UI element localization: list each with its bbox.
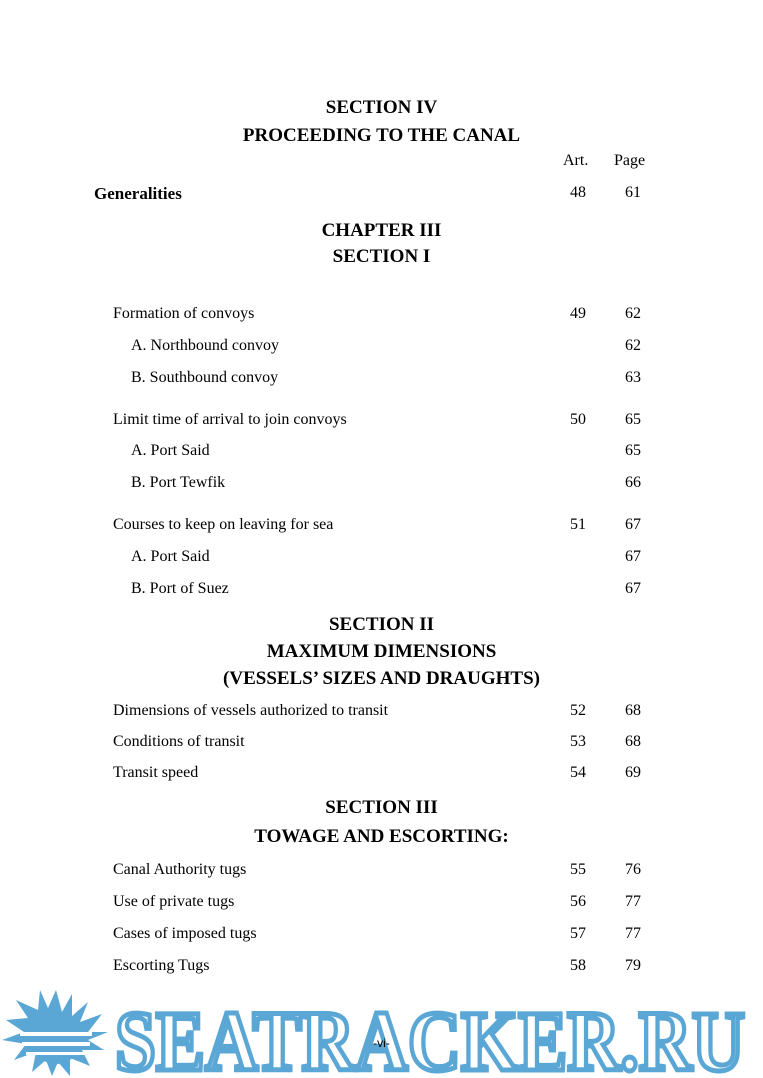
toc-art: 56 xyxy=(570,893,586,910)
toc-page: 79 xyxy=(625,957,641,974)
seatracker-watermark xyxy=(0,988,763,1078)
toc-label: Dimensions of vessels authorized to transit xyxy=(113,702,389,719)
toc-label: Conditions of transit xyxy=(113,733,245,750)
toc-page: 62 xyxy=(625,305,641,322)
toc-art: 48 xyxy=(570,184,586,201)
toc-art: 49 xyxy=(570,305,586,322)
toc-page: 62 xyxy=(625,337,641,354)
watermark-text: SEATRACKER.RU xyxy=(115,993,745,1078)
toc-art: 57 xyxy=(570,925,586,942)
toc-art: 55 xyxy=(570,861,586,878)
toc-label: B. Southbound convoy xyxy=(131,369,279,386)
toc-label: A. Northbound convoy xyxy=(131,337,279,354)
toc-page: 65 xyxy=(625,411,641,428)
toc-art: 50 xyxy=(570,411,586,428)
toc-art: 51 xyxy=(570,516,586,533)
section-iv-title: SECTION IV xyxy=(325,97,438,118)
toc-label: Cases of imposed tugs xyxy=(113,925,257,942)
toc-row xyxy=(0,369,763,389)
section-ii-title: SECTION II xyxy=(328,614,435,635)
toc-row xyxy=(0,411,763,431)
toc-label: Formation of convoys xyxy=(113,305,255,322)
toc-label: B. Port Tewfik xyxy=(131,474,226,491)
toc-label: A. Port Said xyxy=(131,548,210,565)
toc-row xyxy=(0,580,763,600)
toc-art: 54 xyxy=(570,764,586,781)
toc-label: Courses to keep on leaving for sea xyxy=(113,516,334,533)
toc-label: Canal Authority tugs xyxy=(113,861,247,878)
toc-page: 68 xyxy=(625,702,641,719)
column-header-page: Page xyxy=(614,152,646,169)
section-iii-title: SECTION III xyxy=(325,797,438,818)
toc-art: 52 xyxy=(570,702,586,719)
toc-row xyxy=(0,733,763,753)
toc-art: 58 xyxy=(570,957,586,974)
chapter-iii-title: CHAPTER III xyxy=(321,220,442,241)
section-iii-line2: TOWAGE AND ESCORTING: xyxy=(254,826,509,847)
toc-row-generalities xyxy=(0,184,763,204)
toc-row xyxy=(0,474,763,494)
section-ii-line2: MAXIMUM DIMENSIONS xyxy=(266,641,497,662)
toc-row xyxy=(0,337,763,357)
toc-page: 69 xyxy=(625,764,641,781)
toc-page: 77 xyxy=(625,925,641,942)
toc-label: Limit time of arrival to join convoys xyxy=(113,411,347,428)
toc-row xyxy=(0,305,763,325)
toc-row xyxy=(0,925,763,945)
toc-label: Generalities xyxy=(94,184,182,203)
section-ii-line3: (VESSELS’ SIZES AND DRAUGHTS) xyxy=(223,668,540,689)
toc-row xyxy=(0,764,763,784)
sun-logo-icon xyxy=(2,990,108,1076)
toc-label: A. Port Said xyxy=(131,442,210,459)
toc-page: 63 xyxy=(625,369,641,386)
toc-page: 67 xyxy=(625,548,641,565)
section-iv-subtitle: PROCEEDING TO THE CANAL xyxy=(242,125,521,146)
toc-label: B. Port of Suez xyxy=(131,580,229,597)
toc-label: Transit speed xyxy=(113,764,199,781)
toc-row xyxy=(0,861,763,881)
toc-page: 77 xyxy=(625,893,641,910)
column-header-art: Art. xyxy=(563,152,589,169)
page-number: -vi- xyxy=(373,1036,390,1050)
toc-row xyxy=(0,442,763,462)
toc-page: 61 xyxy=(625,184,641,201)
section-i-title: SECTION I xyxy=(332,246,431,267)
toc-row xyxy=(0,702,763,722)
toc-row xyxy=(0,516,763,536)
toc-page: 66 xyxy=(625,474,641,491)
toc-row xyxy=(0,548,763,568)
toc-row xyxy=(0,957,763,977)
toc-page: 68 xyxy=(625,733,641,750)
toc-label: Use of private tugs xyxy=(113,893,235,910)
toc-row xyxy=(0,893,763,913)
toc-page: 76 xyxy=(625,861,641,878)
toc-page: 65 xyxy=(625,442,641,459)
toc-page: 67 xyxy=(625,516,641,533)
toc-art: 53 xyxy=(570,733,586,750)
toc-label: Escorting Tugs xyxy=(113,957,210,974)
toc-page: 67 xyxy=(625,580,641,597)
